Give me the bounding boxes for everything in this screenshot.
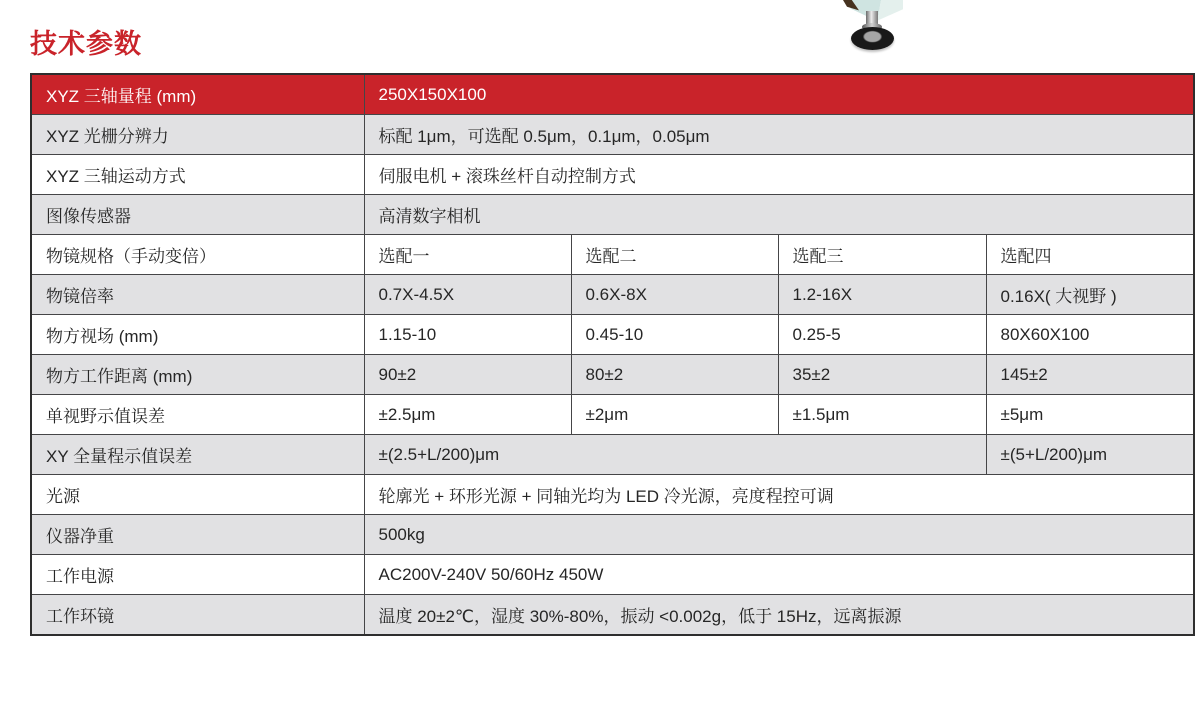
leveling-foot-icon <box>851 27 894 50</box>
table-row <box>31 595 1194 636</box>
page-title: 技术参数 <box>30 29 142 59</box>
spec-label-cell: 仪器净重 <box>31 515 364 555</box>
table-row <box>31 115 1194 155</box>
table-row <box>31 195 1194 235</box>
spec-label-cell: XY 全量程示值误差 <box>31 435 364 475</box>
spec-label-cell: 物方工作距离 (mm) <box>31 355 364 395</box>
spec-value-cell: AC200V-240V 50/60Hz 450W <box>364 555 1194 595</box>
table-row <box>31 555 1194 595</box>
machine-photo-fragment <box>840 0 906 56</box>
spec-value-cell: 1.2-16X <box>778 275 986 315</box>
tech-spec-table <box>30 73 1195 636</box>
spec-value-cell: ±(2.5+L/200)μm <box>364 435 986 475</box>
spec-label-cell: 工作环镜 <box>31 595 364 636</box>
spec-value-cell: 选配一 <box>364 235 571 275</box>
table-row <box>31 515 1194 555</box>
spec-value-cell: ±2.5μm <box>364 395 571 435</box>
spec-value-cell: ±5μm <box>986 395 1194 435</box>
spec-label-cell: 物镜规格（手动变倍） <box>31 235 364 275</box>
table-row <box>31 155 1194 195</box>
spec-label-cell: 物镜倍率 <box>31 275 364 315</box>
spec-value-cell: 250X150X100 <box>364 74 1194 115</box>
spec-value-cell: 选配四 <box>986 235 1194 275</box>
table-row <box>31 315 1194 355</box>
spec-value-cell: 温度 20±2℃，湿度 30%-80%，振动 <0.002g，低于 15Hz，远离振源 <box>364 595 1194 636</box>
spec-value-cell: 80X60X100 <box>986 315 1194 355</box>
table-row <box>31 475 1194 515</box>
table-row <box>31 395 1194 435</box>
spec-value-cell: 0.25-5 <box>778 315 986 355</box>
spec-value-cell: 0.7X-4.5X <box>364 275 571 315</box>
spec-value-cell: 标配 1μm，可选配 0.5μm，0.1μm，0.05μm <box>364 115 1194 155</box>
spec-value-cell: 145±2 <box>986 355 1194 395</box>
spec-value-cell: 0.16X( 大视野 ) <box>986 275 1194 315</box>
spec-value-cell: 0.6X-8X <box>571 275 778 315</box>
table-row <box>31 74 1194 115</box>
spec-value-cell: ±2μm <box>571 395 778 435</box>
spec-label-cell: 图像传感器 <box>31 195 364 235</box>
spec-label-cell: 工作电源 <box>31 555 364 595</box>
spec-label-cell: XYZ 三轴量程 (mm) <box>31 74 364 115</box>
spec-value-cell: 35±2 <box>778 355 986 395</box>
spec-value-cell: 选配二 <box>571 235 778 275</box>
table-row <box>31 355 1194 395</box>
spec-value-cell: ±1.5μm <box>778 395 986 435</box>
spec-value-cell: 选配三 <box>778 235 986 275</box>
spec-value-cell: 伺服电机 + 滚珠丝杆自动控制方式 <box>364 155 1194 195</box>
spec-label-cell: 光源 <box>31 475 364 515</box>
spec-label-cell: XYZ 光栅分辨力 <box>31 115 364 155</box>
spec-value-cell: 高清数字相机 <box>364 195 1194 235</box>
table-row <box>31 275 1194 315</box>
table-row <box>31 235 1194 275</box>
spec-value-cell: 轮廓光 + 环形光源 + 同轴光均为 LED 冷光源，亮度程控可调 <box>364 475 1194 515</box>
spec-label-cell: 单视野示值误差 <box>31 395 364 435</box>
spec-value-cell: 1.15-10 <box>364 315 571 355</box>
spec-value-cell: 80±2 <box>571 355 778 395</box>
spec-value-cell: 0.45-10 <box>571 315 778 355</box>
spec-label-cell: 物方视场 (mm) <box>31 315 364 355</box>
spec-value-cell: 500kg <box>364 515 1194 555</box>
spec-label-cell: XYZ 三轴运动方式 <box>31 155 364 195</box>
spec-value-cell: ±(5+L/200)μm <box>986 435 1194 475</box>
spec-value-cell: 90±2 <box>364 355 571 395</box>
table-row <box>31 435 1194 475</box>
